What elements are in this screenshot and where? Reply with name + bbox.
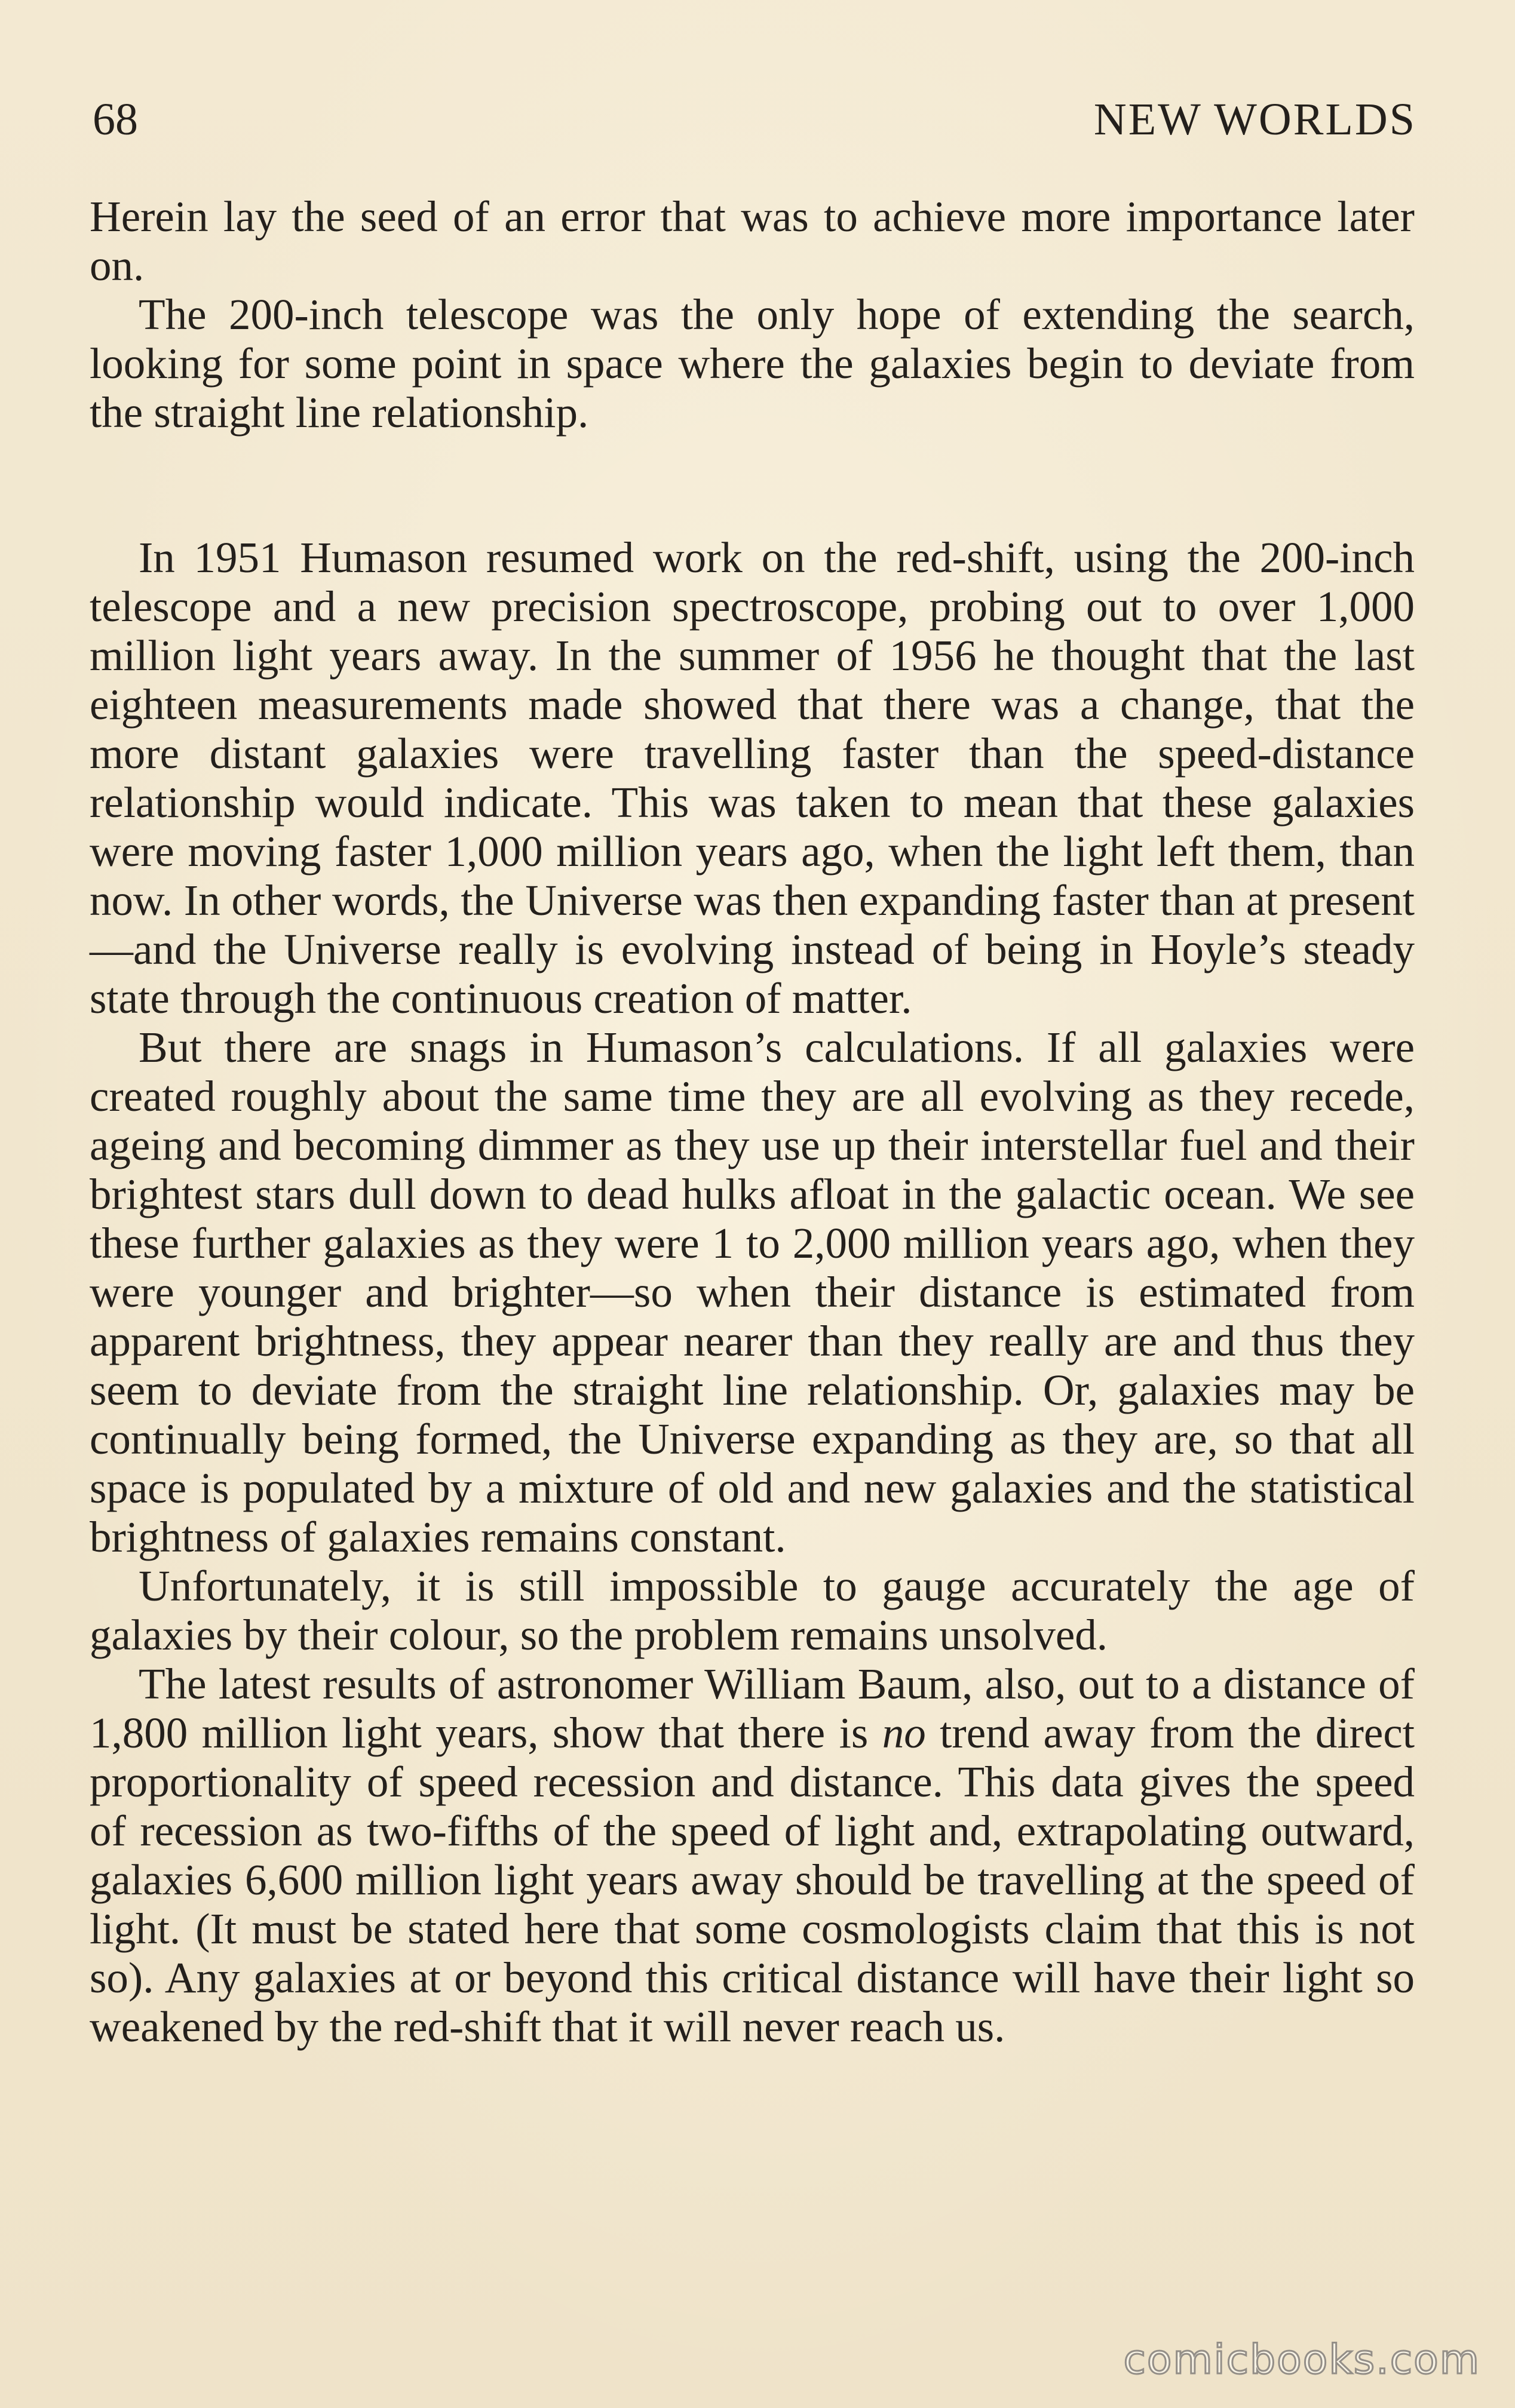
- paragraph-error-seed: Herein lay the seed of an error that was to achieve more importance later on.: [90, 192, 1415, 290]
- paragraph-galaxy-colour: Unfortunately, it is still impossible to gauge accurately the age of galaxies by their colour, so the problem remains unsolved.: [90, 1562, 1415, 1659]
- paragraph-humason-snags: But there are snags in Humason’s calculations. If all galaxies were created roughly about the same time they are all evolving as they recede, ageing and becoming dimmer as they use up their interstellar fuel and their brightest stars dull down to dead hulks afloat in the galactic ocean. We see these further galaxies as they were 1 to 2,000 million years ago, when they were younger and brighter—so when their distance is estimated from apparent brightness, they appear nearer than they really are and thus they seem to deviate from the straight line relationship. Or, galaxies may be continually being formed, the Universe expanding as they are, so that all space is populated by a mixture of old and new galaxies and the statistical brightness of galaxies remains constant.: [90, 1023, 1415, 1561]
- baum-text-start: The latest results of astronomer William Baum, also, out to a distance of 1,800 million light years, show that there is: [90, 1660, 1415, 1757]
- opening-text-block: [90, 192, 1415, 437]
- paragraph-200-inch-telescope: The 200-inch telescope was the only hope of extending the search, looking for some point in space where the galaxies begin to deviate from the straight line relationship.: [90, 290, 1415, 437]
- emphasis-no: no: [882, 1709, 926, 1757]
- watermark: comicbooks.com: [1123, 2336, 1480, 2384]
- page-number: 68: [93, 94, 138, 145]
- running-head: NEW WORLDS: [1093, 94, 1416, 145]
- paragraph-humason-1951: In 1951 Humason resumed work on the red-shift, using the 200-inch telescope and a new precision spectroscope, probing out to over 1,000 million light years away. In the summer of 1956 he thought that the last eighteen measurements made showed that there was a change, that the more distant galaxies were travelling faster than the speed-distance relationship would indicate. This was taken to mean that these galaxies were moving faster 1,000 million years ago, when the light left them, than now. In other words, the Universe was then expanding faster than at present—and the Universe really is evolving instead of being in Hoyle’s steady state through the continuous creation of matter.: [90, 533, 1415, 1022]
- paragraph-william-baum: [90, 1660, 1415, 2051]
- main-text-block: [90, 533, 1415, 2051]
- page-header: [93, 90, 1416, 149]
- baum-text-end: trend away from the direct proportionality of speed recession and distance. This data gives the speed of recession as two-fifths of the speed of light and, extrapolating outward, galaxies 6,600 million light years away should be travelling at the speed of light. (It must be stated here that some cosmologists claim that this is not so). Any galaxies at or beyond this critical distance will have their light so weakened by the red-shift that it will never reach us.: [90, 1709, 1415, 2051]
